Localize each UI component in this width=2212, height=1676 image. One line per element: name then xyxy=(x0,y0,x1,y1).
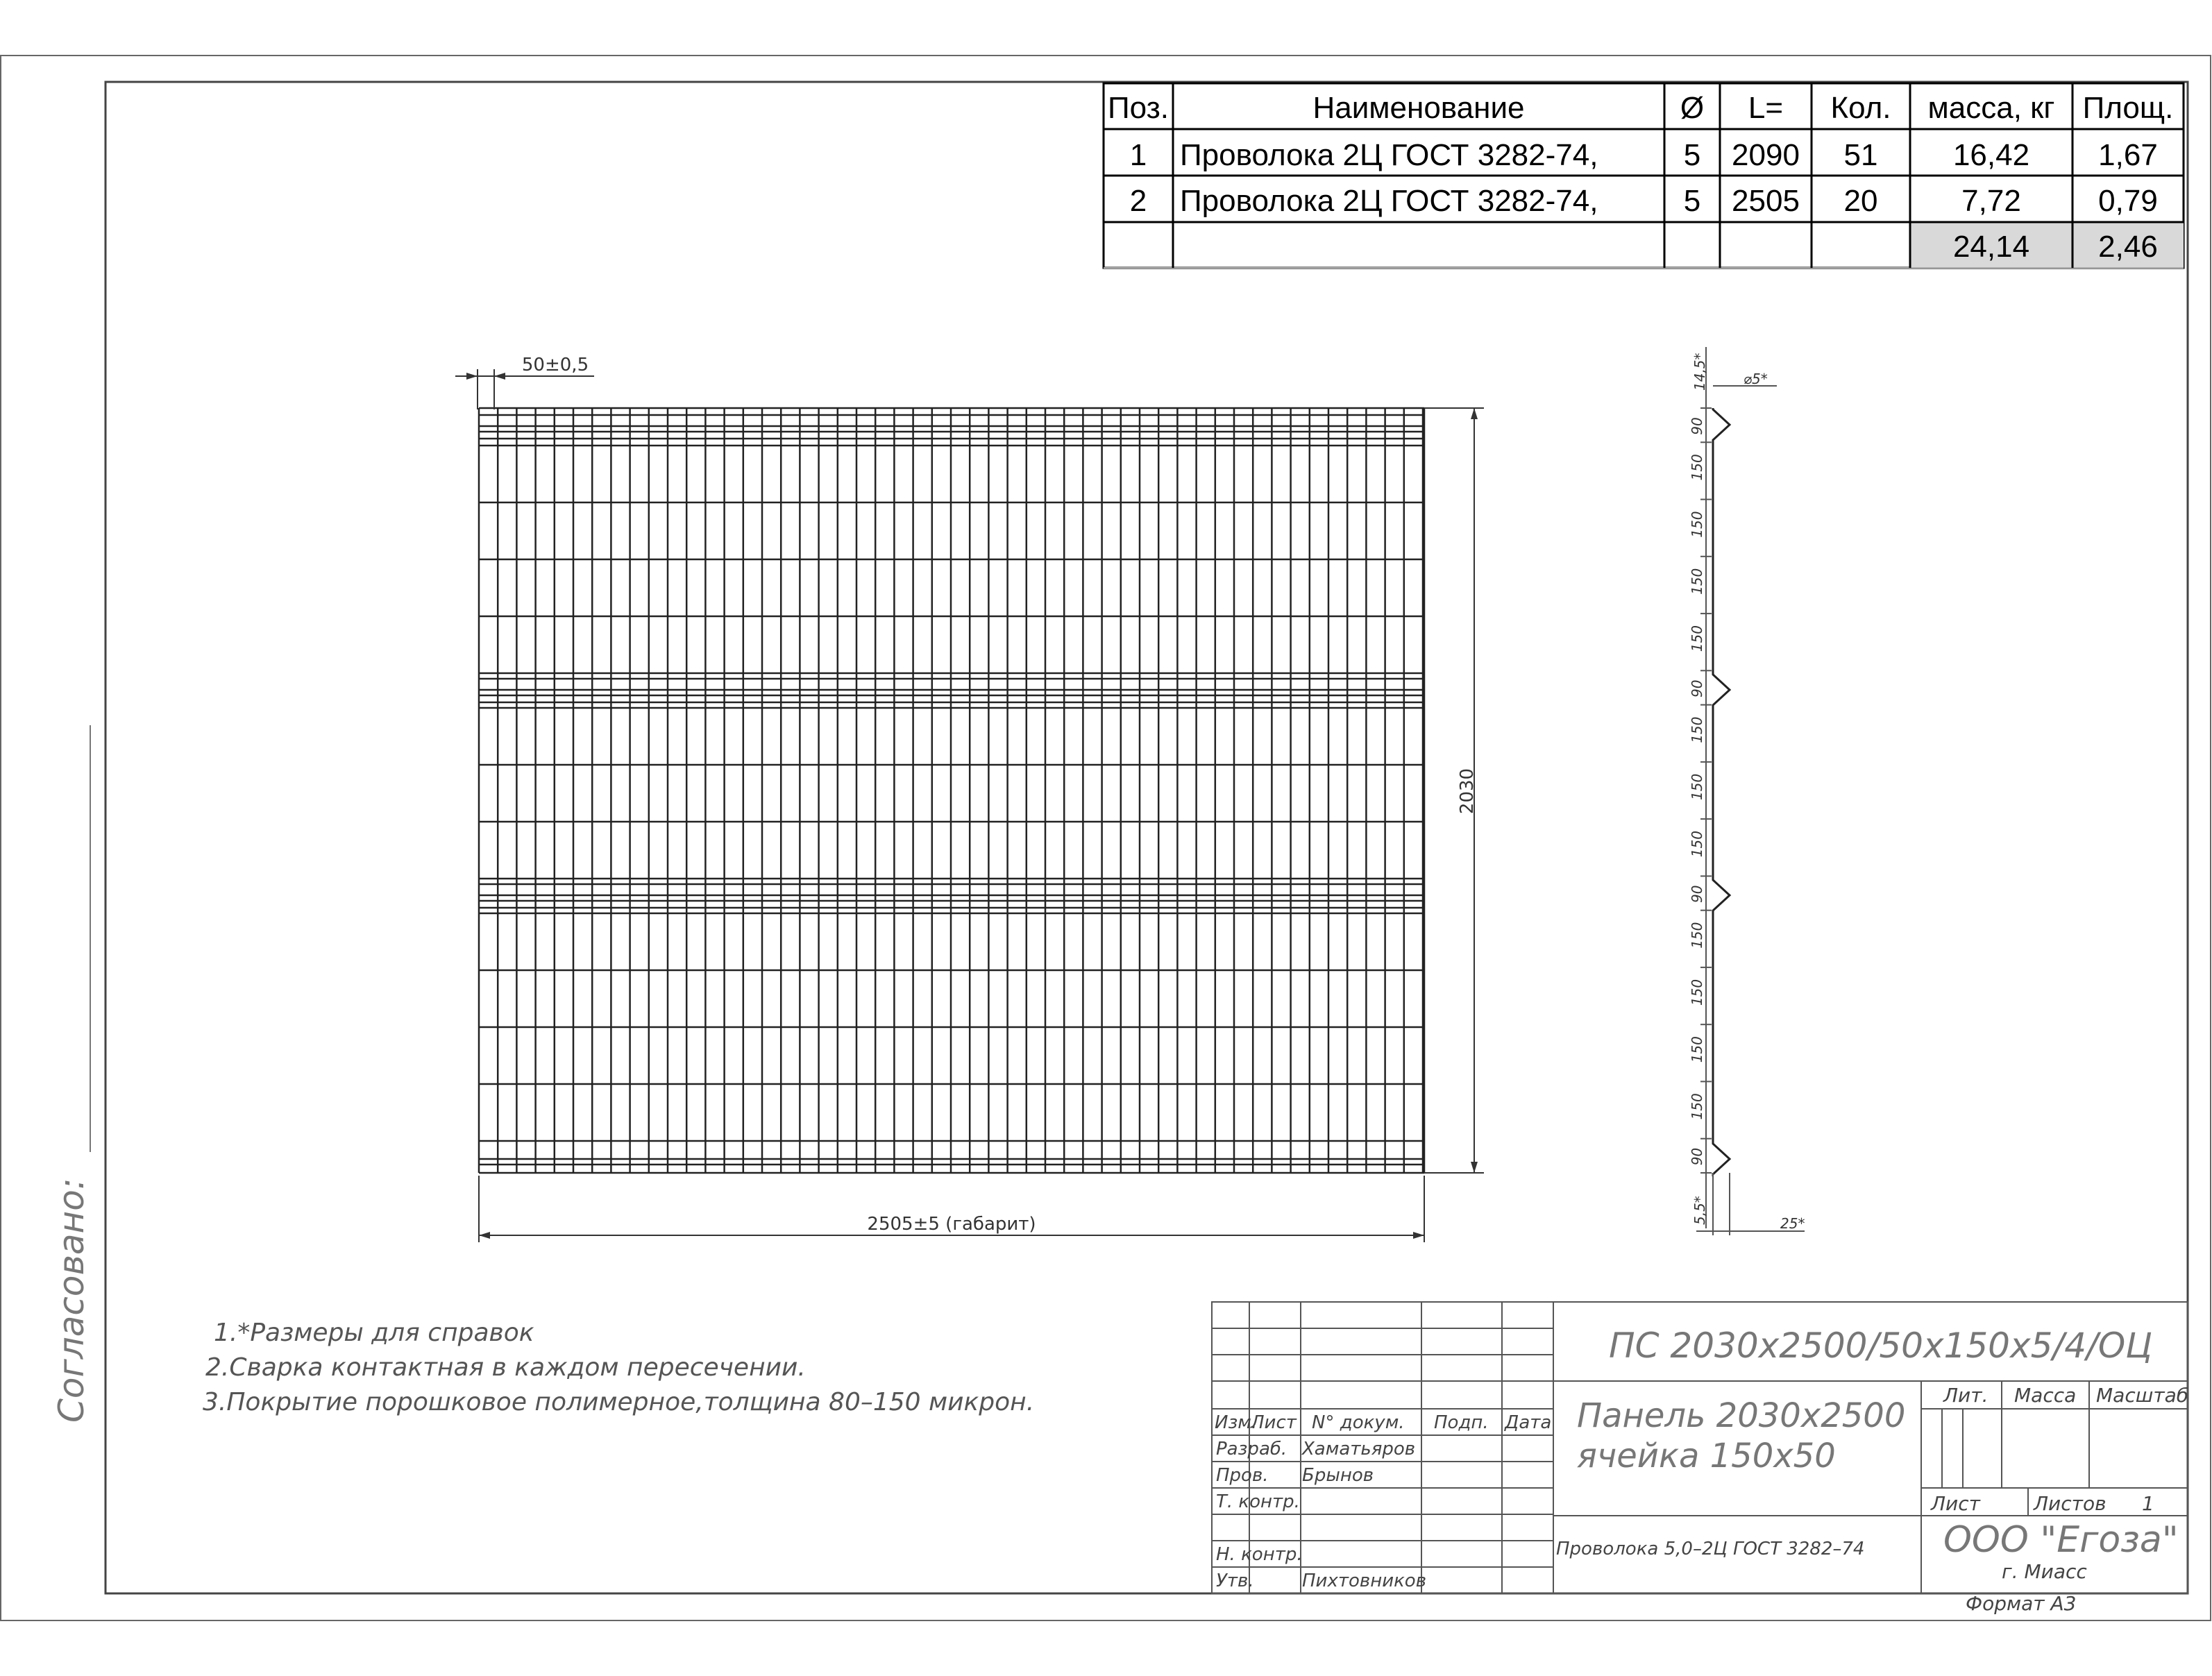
side-segment-label: 150 xyxy=(1689,625,1705,652)
agreed-label: Согласовано: xyxy=(51,1178,92,1423)
role-razrab: Разраб. xyxy=(1216,1439,1287,1459)
col-length-header: L= xyxy=(1748,91,1784,125)
panel-front-view xyxy=(479,408,1424,1173)
mass-label: Масса xyxy=(2014,1384,2077,1407)
spec-table xyxy=(1104,83,2184,268)
side-segment-label: 150 xyxy=(1689,454,1705,481)
row1-area: 1,67 xyxy=(2098,138,2158,172)
note-2: 2.Сварка контактная в каждом пересечении. xyxy=(205,1353,806,1382)
side-profile xyxy=(1713,408,1730,1174)
row2-diameter: 5 xyxy=(1683,184,1701,218)
col-diameter-header: Ø xyxy=(1680,91,1705,125)
product-name-2: ячейка 150х50 xyxy=(1577,1437,1836,1475)
side-segment-label: 150 xyxy=(1689,831,1705,858)
hdr-izm: Изм. xyxy=(1215,1412,1258,1433)
name-razrab: Хаматьяров xyxy=(1302,1439,1416,1459)
lit-label: Лит. xyxy=(1943,1384,1989,1407)
role-tkontr: Т. контр. xyxy=(1216,1491,1300,1512)
dim-width-label: 2505±5 (габарит) xyxy=(867,1214,1036,1235)
side-segment-label: 150 xyxy=(1689,716,1705,743)
row2-length: 2505 xyxy=(1732,184,1800,218)
format-label: Формат А3 xyxy=(1966,1592,2077,1615)
row2-pos: 2 xyxy=(1129,184,1147,218)
designation: ПС 2030х2500/50х150х5/4/ОЦ xyxy=(1609,1326,2153,1366)
side-segment-label: 150 xyxy=(1689,922,1705,949)
total-mass: 24,14 xyxy=(1952,230,2030,264)
scale-label: Масштаб xyxy=(2096,1384,2189,1407)
col-name-header: Наименование xyxy=(1312,91,1525,125)
side-segment-label: 150 xyxy=(1689,773,1705,800)
row2-mass: 7,72 xyxy=(1961,184,2021,218)
role-utv: Утв. xyxy=(1216,1571,1254,1591)
side-dim-top: 14,5* xyxy=(1691,353,1708,391)
role-prov: Пров. xyxy=(1216,1465,1269,1486)
note-3: 3.Покрытие порошковое полимерное,толщина 80–150 микрон. xyxy=(203,1388,1035,1416)
material: Проволока 5,0–2Ц ГОСТ 3282–74 xyxy=(1556,1539,1865,1559)
row1-mass: 16,42 xyxy=(1952,138,2030,172)
note-1: 1.*Размеры для справок xyxy=(214,1319,534,1347)
side-segment-label: 90 xyxy=(1689,417,1705,435)
hdr-sign: Подп. xyxy=(1434,1412,1489,1433)
sheets-label: Листов xyxy=(2034,1492,2107,1515)
sheets-value: 1 xyxy=(2142,1492,2154,1515)
col-pos-header: Поз. xyxy=(1108,91,1169,125)
side-segment-label: 90 xyxy=(1689,679,1705,697)
dim-top-label: 50±0,5 xyxy=(521,355,589,375)
name-utv: Пихтовников xyxy=(1302,1571,1427,1591)
side-segment-label: 150 xyxy=(1689,1036,1705,1063)
row2-name: Проволока 2Ц ГОСТ 3282-74, xyxy=(1180,184,1598,218)
side-dim-bend: 25* xyxy=(1780,1215,1805,1232)
row2-area: 0,79 xyxy=(2098,184,2158,218)
side-segment-label: 90 xyxy=(1689,1147,1705,1166)
product-name-1: Панель 2030х2500 xyxy=(1577,1396,1906,1435)
side-segment-label: 150 xyxy=(1689,1093,1705,1120)
row1-pos: 1 xyxy=(1129,138,1147,172)
row1-length: 2090 xyxy=(1732,138,1800,172)
company: ООО "Егоза" xyxy=(1943,1519,2179,1561)
city: г. Миасс xyxy=(2002,1560,2087,1583)
row1-diameter: 5 xyxy=(1683,138,1701,172)
total-area: 2,46 xyxy=(2098,230,2158,264)
side-segment-label: 90 xyxy=(1689,885,1705,903)
dim-height-label: 2030 xyxy=(1457,768,1478,815)
name-prov: Брынов xyxy=(1302,1465,1374,1486)
hdr-doc: N° докум. xyxy=(1312,1412,1405,1433)
row2-qty: 20 xyxy=(1843,184,1878,218)
row1-qty: 51 xyxy=(1843,138,1878,172)
hdr-date: Дата xyxy=(1505,1412,1552,1433)
row1-name: Проволока 2Ц ГОСТ 3282-74, xyxy=(1180,138,1598,172)
panel-side-view xyxy=(1689,347,1805,1235)
role-nkontr: Н. контр. xyxy=(1216,1544,1303,1565)
outer-border xyxy=(1,56,2211,1620)
col-area-header: Площ. xyxy=(2082,91,2174,125)
side-segment-label: 150 xyxy=(1689,979,1705,1006)
sheet-label: Лист xyxy=(1931,1492,1980,1515)
col-qty-header: Кол. xyxy=(1830,91,1891,125)
side-segment-label: 150 xyxy=(1689,511,1705,538)
side-dim-diameter: ⌀5* xyxy=(1744,371,1768,387)
hdr-list: Лист xyxy=(1251,1412,1297,1433)
side-dim-bottom: 5,5* xyxy=(1691,1196,1708,1225)
side-segment-label: 150 xyxy=(1689,568,1705,595)
col-mass-header: масса, кг xyxy=(1927,91,2055,125)
